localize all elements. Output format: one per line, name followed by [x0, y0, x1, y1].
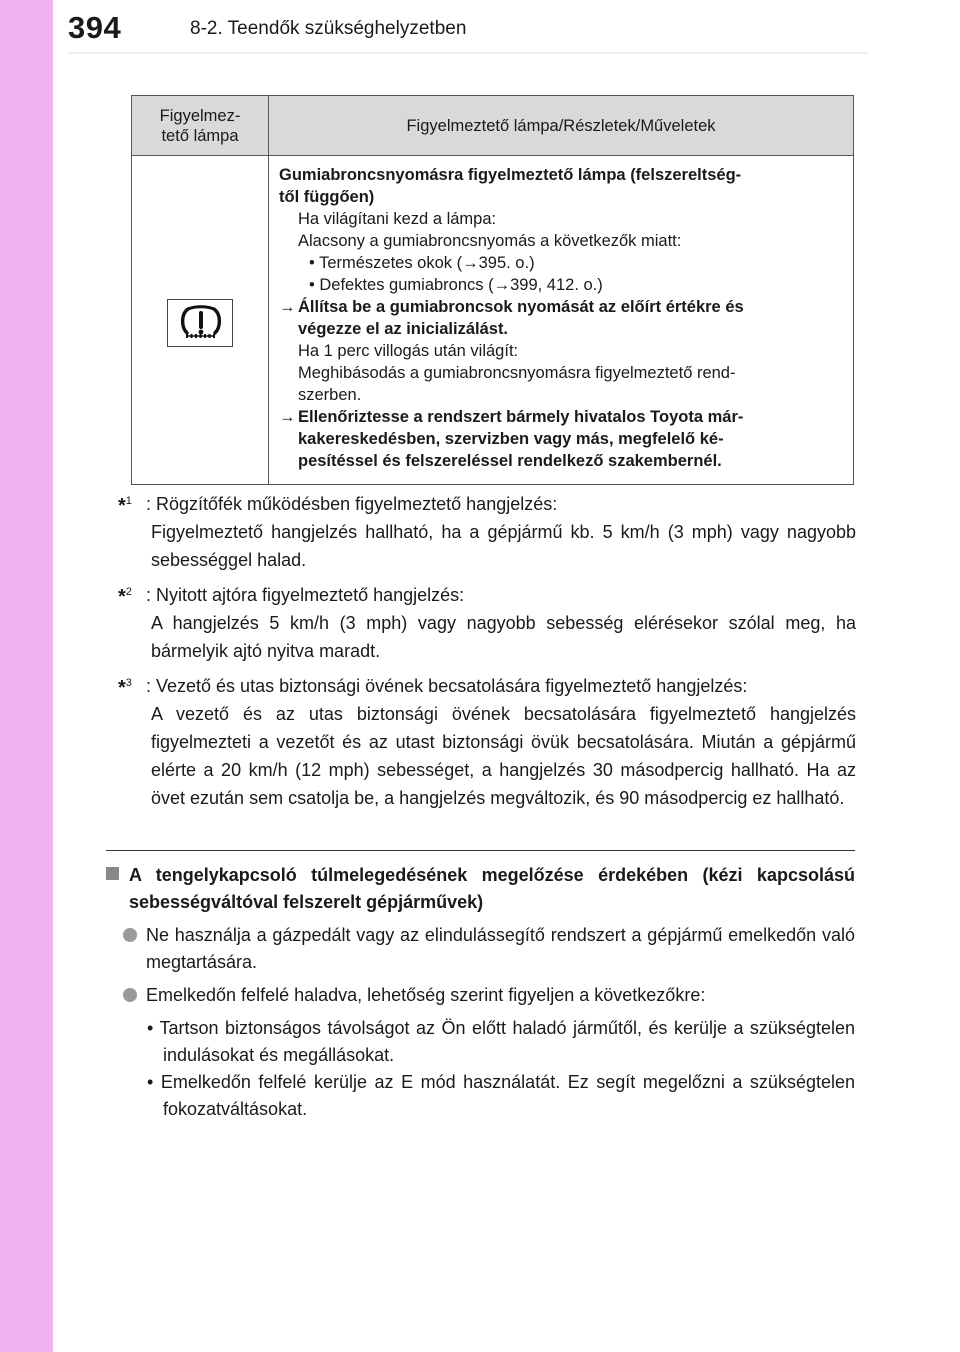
clutch-overheat-section — [106, 862, 855, 1123]
action-instruction — [279, 406, 843, 428]
detail-line: Alacsony a gumiabroncsnyomás a következők miatt: — [298, 232, 682, 250]
arrow-icon: → — [279, 298, 296, 316]
footnote-1 — [118, 490, 856, 574]
footnote-marker: *$^3$ — [118, 677, 132, 699]
footnote-2 — [118, 581, 856, 665]
sub-list-item: • Tartson biztonságos távolságot az Ön előtt haladó járműtől, és kerülje a szükségtelen indulásokat és megállásokat. — [147, 1018, 855, 1065]
detail-line: szerben. — [298, 386, 362, 404]
arrow-icon: → — [279, 408, 296, 426]
section-divider — [106, 850, 855, 851]
page-side-tab — [0, 0, 53, 1352]
circle-bullet-icon — [123, 928, 137, 942]
table-row — [132, 156, 854, 485]
footnote-3 — [118, 672, 856, 812]
circle-bullet-icon — [123, 988, 137, 1002]
table-header-row — [132, 96, 854, 156]
action-text: Állítsa be a gumiabroncsok nyomását az előírt értékre és — [298, 298, 744, 316]
action-text: Ellenőriztesse a rendszert bármely hivatalos Toyota már- — [298, 408, 744, 426]
tpms-title-line1: Gumiabroncsnyomásra figyelmeztető lámpa (felszereltség- — [279, 166, 742, 184]
column-header-light-line2: tető lámpa — [161, 126, 239, 145]
footnote-body: A vezető és az utas biztonsági övének becsatolására figyelmeztető hangjelzés figyelmezteti a vezetőt és az utast biztonsági övük becsatolására. Miután a gépjármű elérte a 20 km/h (12 mph) sebességet, a hangjelzés 30 másodpercig hallható. Ha az övet ezután sem csatolja be, a hangjelzés megváltozik, és 90 másodpercig ez hallható. — [151, 704, 856, 808]
column-header-light — [132, 96, 269, 156]
section-heading: A tengelykapcsoló túlmelegedésének megelőzése érdekében (kézi kapcsolású sebességváltóval felszerelt gépjárművek) — [106, 862, 855, 916]
action-text-continued: pesítéssel és felszereléssel rendelkező szakembernél. — [298, 452, 722, 470]
page-header — [68, 10, 928, 50]
details-cell — [269, 156, 854, 485]
section-title: 8-2. Teendők szükséghelyzetben — [190, 18, 467, 39]
action-text-continued: kakereskedésben, szervizben vagy más, megfelelő ké- — [298, 430, 724, 448]
column-header-details: Figyelmeztető lámpa/Részletek/Műveletek — [269, 96, 854, 156]
list-item: Ne használja a gázpedált vagy az elindulássegítő rendszert a gépjármű emelkedőn való megtartására. — [106, 922, 855, 976]
tpms-title-line2: től függően) — [279, 188, 375, 206]
icon-cell — [132, 156, 269, 485]
page-number: 394 — [68, 10, 122, 45]
detail-line: Ha világítani kezd a lámpa: — [298, 210, 497, 228]
tire-pressure-warning-icon — [167, 299, 233, 347]
sub-list-item: • Emelkedőn felfelé kerülje az E mód használatát. Ez segít megelőzni a szükségtelen fokozatváltásokat. — [147, 1072, 855, 1119]
header-divider — [68, 52, 868, 54]
square-bullet-icon — [106, 867, 119, 880]
footnote-title: : Vezető és utas biztonsági övének becsatolására figyelmeztető hangjelzés: — [146, 676, 748, 696]
detail-bullet: • Természetes okok (→395. o.) — [309, 254, 535, 272]
detail-line: Ha 1 perc villogás után világít: — [298, 342, 519, 360]
footnote-title: : Nyitott ajtóra figyelmeztető hangjelzés: — [146, 585, 465, 605]
column-header-light-line1: Figyelmez- — [159, 106, 241, 125]
list-item: Emelkedőn felfelé haladva, lehetőség szerint figyeljen a következőkre: — [106, 982, 855, 1009]
detail-line: Meghibásodás a gumiabroncsnyomásra figyelmeztető rend- — [298, 364, 736, 382]
action-instruction — [279, 296, 843, 318]
footnote-marker: *$^1$ — [118, 495, 132, 517]
footnote-marker: *$^2$ — [118, 586, 132, 608]
action-text-continued: végezze el az inicializálást. — [298, 320, 509, 338]
detail-bullet: • Defektes gumiabroncs (→399, 412. o.) — [309, 276, 603, 294]
warning-light-table — [131, 95, 854, 485]
footnote-body: A hangjelzés 5 km/h (3 mph) vagy nagyobb sebesség elérésekor szólal meg, ha bármelyik ajtó nyitva maradt. — [151, 613, 856, 661]
footnote-title: : Rögzítőfék működésben figyelmeztető hangjelzés: — [146, 494, 558, 514]
footnote-body: Figyelmeztető hangjelzés hallható, ha a gépjármű kb. 5 km/h (3 mph) vagy nagyobb sebességgel halad. — [151, 522, 856, 570]
